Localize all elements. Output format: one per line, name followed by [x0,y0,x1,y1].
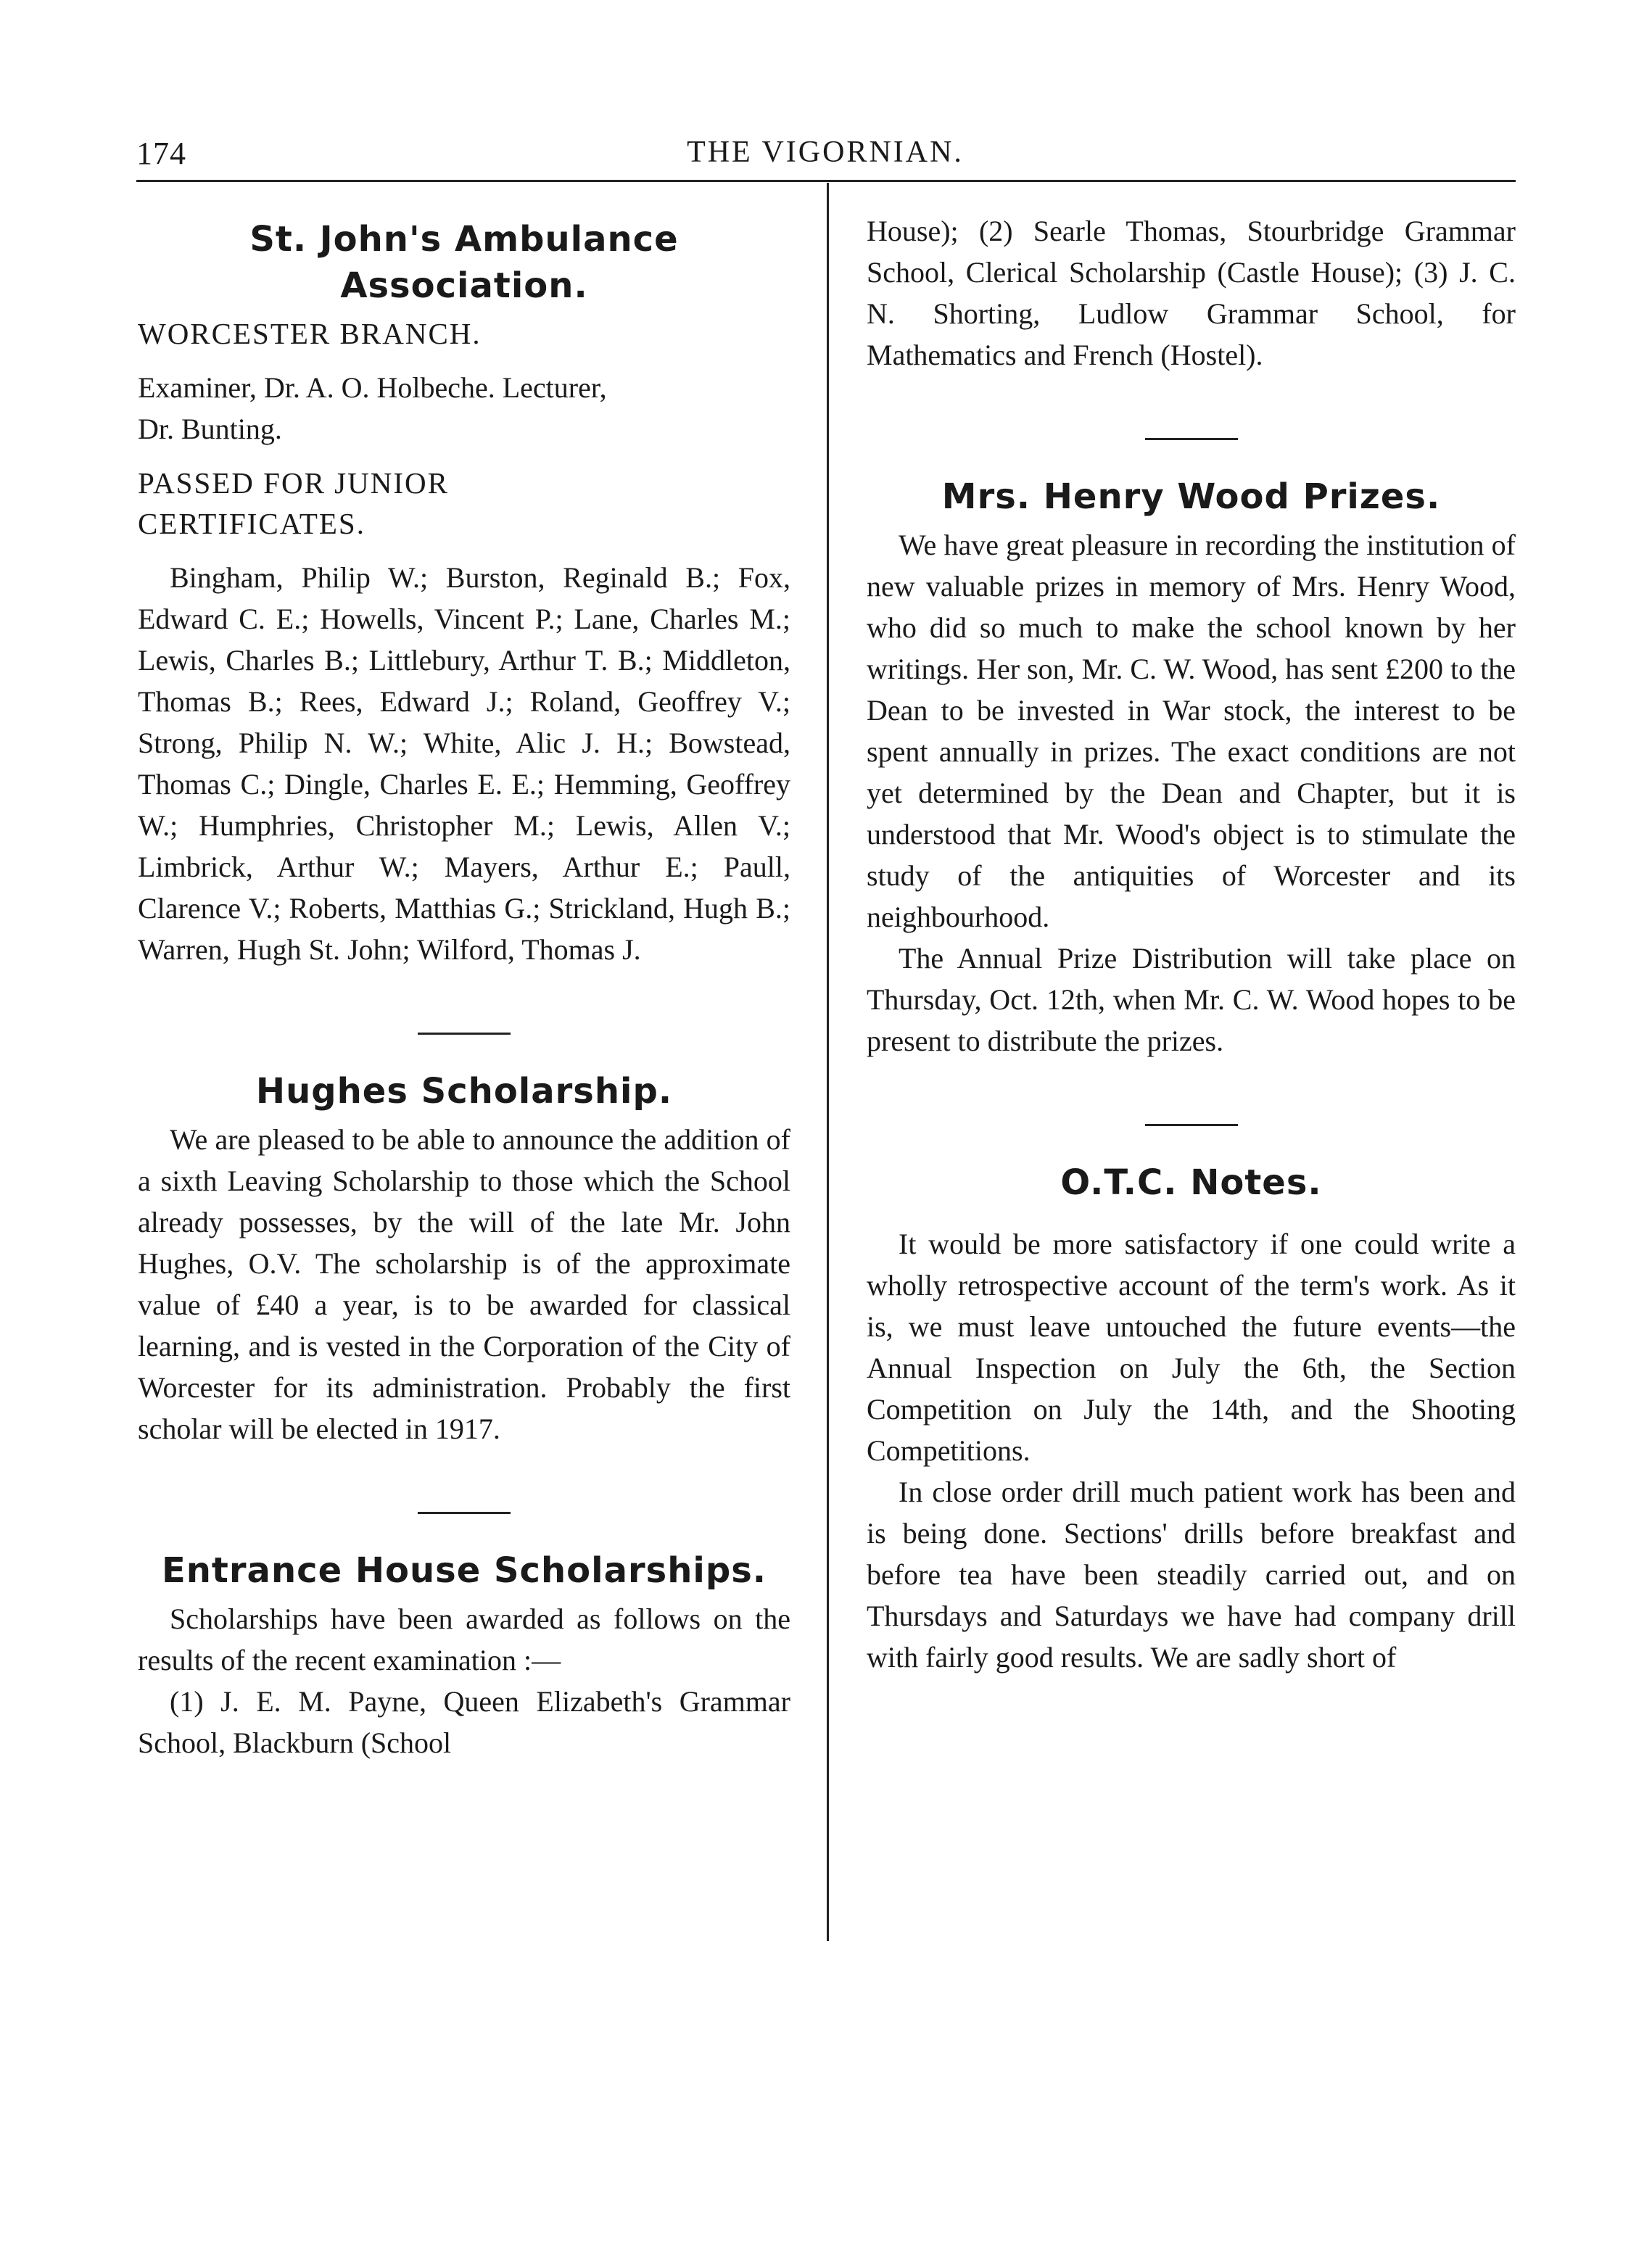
hughes-body: We are pleased to be able to announce the addition of a sixth Leaving Scholarship to those which the School already possesses, by the will of the late Mr. John Hughes, O.V. The scholarship is of the approximate value of £40 a year, is to be awarded for classical learning, and is vested in the Corporation of the City of Worcester for its administration. Probably the first scholar will be elected in 1917. [138,1123,790,1445]
otc-heading: O.T.C. Notes. [1060,1162,1322,1203]
wood-heading: Mrs. Henry Wood Prizes. [941,476,1441,517]
running-title: THE VIGORNIAN. [687,136,964,169]
entrance-intro: Scholarships have been awarded as follows on the results of the recent examination :— [138,1602,790,1676]
header-rule [136,180,1516,182]
page-header [136,135,1514,175]
ambulance-branch: WORCESTER BRANCH. [138,317,482,350]
wood-paragraph-1: We have great pleasure in recording the institution of new valuable prizes in memory of Mrs. Henry Wood, who did so much to make the school known by her writings. Her son, Mr. C. W. Wood, has sent £200 to the Dean to be invested in War stock, the interest to be spent annually in prizes. The exact conditions are not yet determined by the Dean and Chapter, but it is understood that Mr. Wood's object is to stimulate the study of the antiquities of Worcester and its neighbourhood. [867,529,1516,933]
wood-paragraph-2: The Annual Prize Distribution will take place on Thursday, Oct. 12th, when Mr. C. W. Wood hopes to be present to distribute the prizes. [867,942,1516,1057]
certificates-line1: PASSED FOR JUNIOR [138,466,449,500]
certificates-line2: CERTIFICATES. [138,507,365,540]
ambulance-heading: St. John's Ambulance Association. [249,219,679,306]
ambulance-examiner-line1: Examiner, Dr. A. O. Holbeche. Lecturer, [138,371,607,404]
left-column [138,210,790,1763]
column-divider [827,183,829,1941]
entrance-awards-start: (1) J. E. M. Payne, Queen Elizabeth's Grammar School, Blackburn (School [138,1685,790,1759]
ambulance-examiner-line2: Dr. Bunting. [138,413,282,445]
section-ambulance [138,216,790,970]
hughes-heading: Hughes Scholarship. [255,1071,673,1112]
page-number: 174 [136,136,186,171]
section-entrance [138,1547,790,1763]
otc-paragraph-1: It would be more satisfactory if one could write a wholly retrospective account of the term's work. As it is, we must leave untouched the future events—the Annual Inspection on July the 6th, the Section Competition on July the 14th, and the Shooting Competitions. [867,1228,1516,1467]
section-hughes [138,1068,790,1449]
entrance-awards-continued: House); (2) Searle Thomas, Stourbridge Grammar School, Clerical Scholarship (Castle House); (3) J. C. N. Shorting, Ludlow Grammar School, for Mathematics and French (Hostel). [867,215,1516,371]
entrance-heading: Entrance House Scholarships. [161,1550,767,1591]
section-wood-prizes [867,473,1516,1062]
otc-paragraph-2: In close order drill much patient work has been and is being done. Sections' drills before breakfast and before tea have been steadily carried out, and on Thursdays and Saturdays we have had company drill with fairly good results. We are sadly short of [867,1476,1516,1674]
passed-names: Bingham, Philip W.; Burston, Reginald B.; Fox, Edward C. E.; Howells, Vincent P.; Lane, Charles M.; Lewis, Charles B.; Littlebury, Arthur T. B.; Middleton, Thomas B.; Rees, Edward J.; Roland, Geoffrey V.; Strong, Philip N. W.; White, Alic J. H.; Bowstead, Thomas C.; Dingle, Charles E. E.; Hemming, Geoffrey W.; Humphries, Christopher M.; Lewis, Allen V.; Limbrick, Arthur W.; Mayers, Arthur E.; Paull, Clarence V.; Roberts, Matthias G.; Strickland, Hugh B.; Warren, Hugh St. John; Wilford, Thomas J. [138,561,790,966]
right-column [867,210,1516,1678]
section-otc-notes [867,1159,1516,1678]
